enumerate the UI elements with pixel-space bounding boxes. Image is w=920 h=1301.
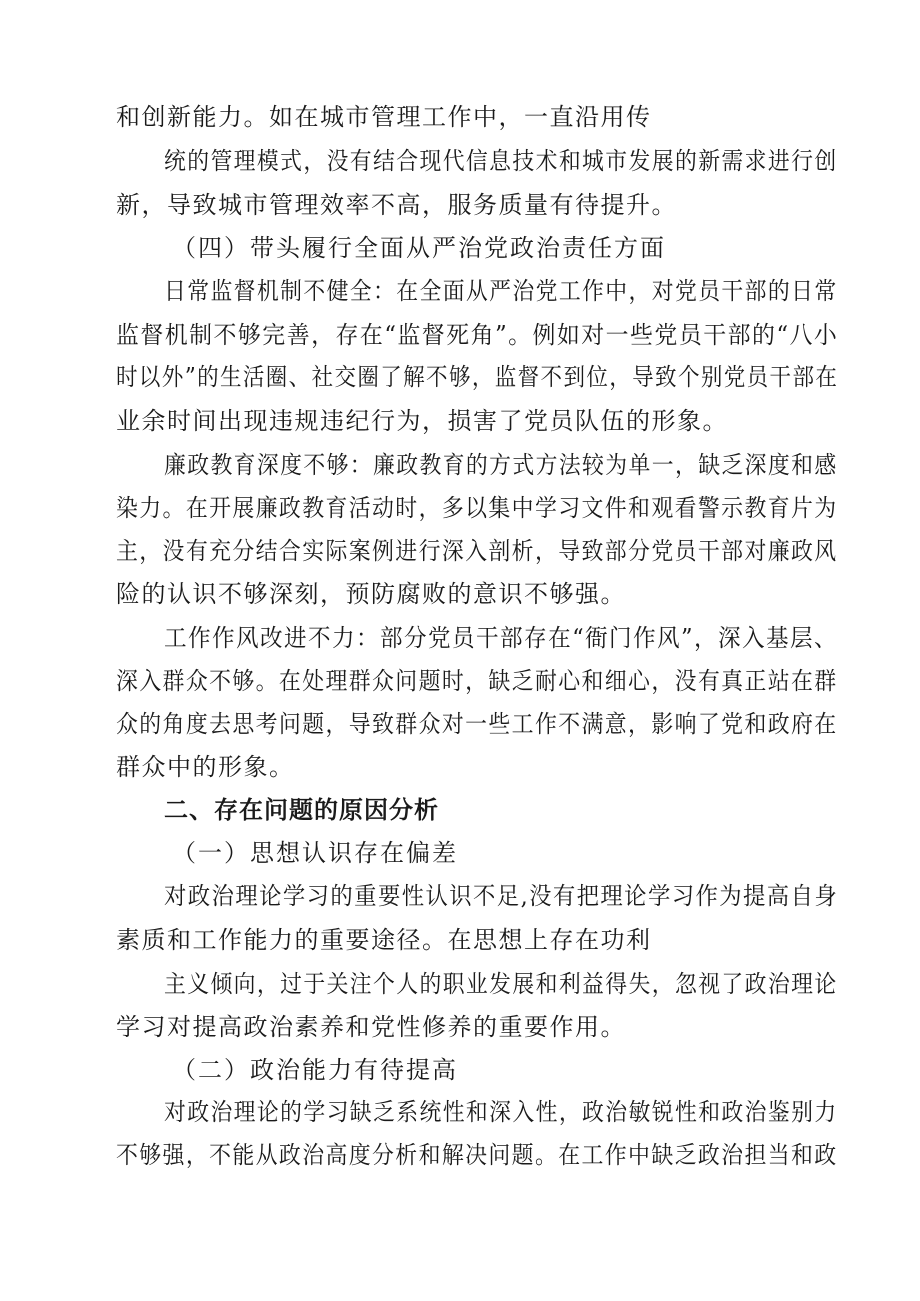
body-line: 不够强，不能从政治高度分析和解决问题。在工作中缺乏政治担当和政 <box>116 1141 838 1169</box>
body-line: 统的管理模式，没有结合现代信息技术和城市发展的新需求进行创 <box>164 147 838 175</box>
subheading-1: （一）思想认识存在偏差 <box>172 839 458 867</box>
body-line: 险的认识不够深刻，预防腐败的意识不够强。 <box>116 580 626 608</box>
body-line: 学习对提高政治素养和党性修养的重要作用。 <box>116 1013 626 1041</box>
body-line: 群众中的形象。 <box>116 753 295 781</box>
body-line: 对政治理论学习的重要性认识不足,没有把理论学习作为提高自身 <box>164 882 839 910</box>
body-line: 监督机制不够完善，存在“监督死角”。例如对一些党员干部的“八小 <box>116 321 839 349</box>
body-line: 素质和工作能力的重要途径。在思想上存在功利 <box>116 926 652 954</box>
body-line: 众的角度去思考问题，导致群众对一些工作不满意，影响了党和政府在 <box>116 710 838 738</box>
subheading-4: （四）带头履行全面从严治党政治责任方面 <box>172 234 666 262</box>
body-line: 工作作风改进不力：部分党员干部存在“衙门作风”，深入基层、 <box>164 624 839 652</box>
body-line: 深入群众不够。在处理群众问题时，缺乏耐心和细心，没有真正站在群 <box>116 667 838 695</box>
body-line: 廉政教育深度不够：廉政教育的方式方法较为单一，缺乏深度和感 <box>164 451 838 479</box>
body-line: 主义倾向，过于关注个人的职业发展和利益得失，忽视了政治理论 <box>164 970 838 998</box>
body-line: 主，没有充分结合实际案例进行深入剖析，导致部分党员干部对廉政风 <box>116 537 838 565</box>
body-line: 染力。在开展廉政教育活动时，多以集中学习文件和观看警示教育片为 <box>116 494 838 522</box>
section-heading: 二、存在问题的原因分析 <box>164 796 439 824</box>
body-line: 新，导致城市管理效率不高，服务质量有待提升。 <box>116 191 677 219</box>
body-line: 时以外”的生活圈、社交圈了解不够，监督不到位，导致个别党员干部在 <box>116 363 839 391</box>
body-line: 和创新能力。如在城市管理工作中，一直沿用传 <box>116 103 652 131</box>
body-line: 日常监督机制不健全：在全面从严治党工作中，对党员干部的日常 <box>164 277 838 305</box>
body-line: 业余时间出现违规违纪行为，损害了党员队伍的形象。 <box>116 407 728 435</box>
body-line: 对政治理论的学习缺乏系统性和深入性，政治敏锐性和政治鉴别力 <box>164 1098 838 1126</box>
subheading-2: （二）政治能力有待提高 <box>172 1056 458 1084</box>
